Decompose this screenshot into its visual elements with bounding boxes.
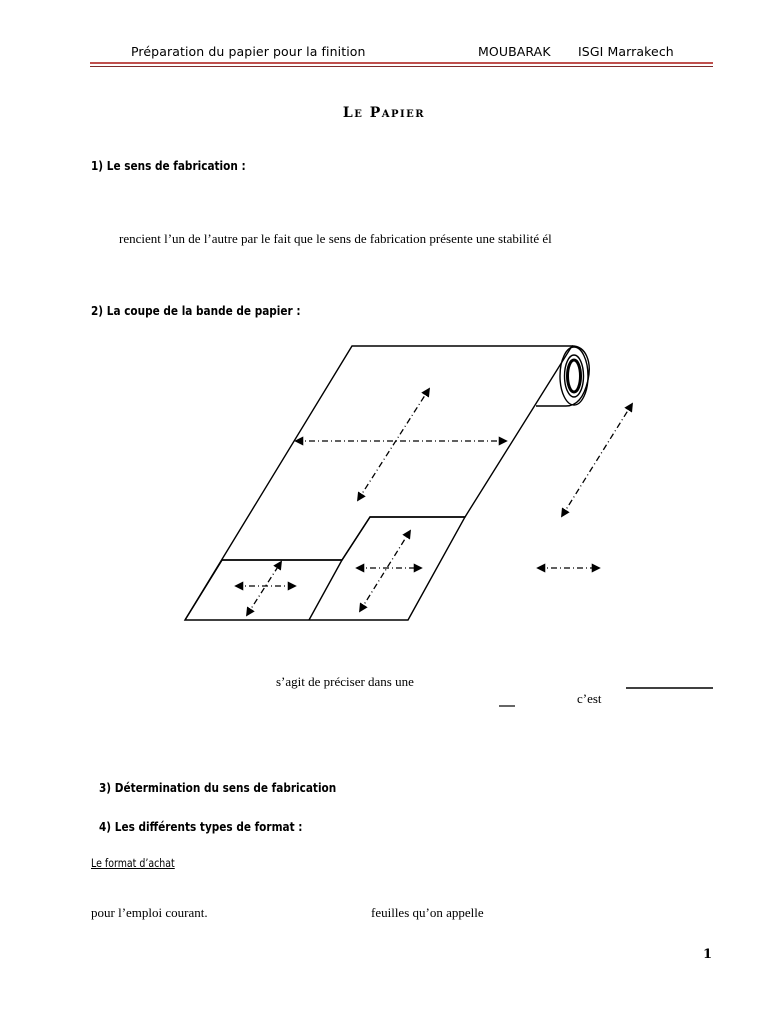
arrow-machine-direction-side xyxy=(562,404,632,516)
header-course-title: Préparation du papier pour la finition xyxy=(131,44,366,59)
arrow-machine-piece-right xyxy=(360,531,410,611)
cut-sheet-outline xyxy=(185,517,465,620)
paper-sheet-outline xyxy=(185,346,572,620)
cut-line xyxy=(309,560,342,620)
format-achat-label: Le format d’achat xyxy=(91,856,175,870)
arrow-machine-piece-left xyxy=(247,562,281,615)
section-2-heading: 2) La coupe de la bande de papier : xyxy=(91,303,301,318)
roll-end xyxy=(560,347,588,405)
section-1-heading: 1) Le sens de fabrication : xyxy=(91,158,246,173)
page-number: 1 xyxy=(703,947,713,962)
section-4-heading: 4) Les différents types de format : xyxy=(99,819,303,834)
header-author: MOUBARAK xyxy=(478,44,551,59)
section-1-text: rencient l’un de l’autre par le fait que le sens de fabrication présente une stabilité él xyxy=(119,231,552,246)
section-2-text-a: s’agit de préciser dans une xyxy=(276,674,414,689)
section-2-text-b: c’est xyxy=(577,691,602,706)
section-4-text-b: feuilles qu’on appelle xyxy=(371,905,484,920)
arrow-machine-direction-main xyxy=(358,389,429,500)
section-4-text-a: pour l’emploi courant. xyxy=(91,905,208,920)
header-school: ISGI Marrakech xyxy=(578,44,674,59)
page-title: Le Papier xyxy=(342,105,426,121)
section-3-heading: 3) Détermination du sens de fabrication xyxy=(99,780,337,795)
